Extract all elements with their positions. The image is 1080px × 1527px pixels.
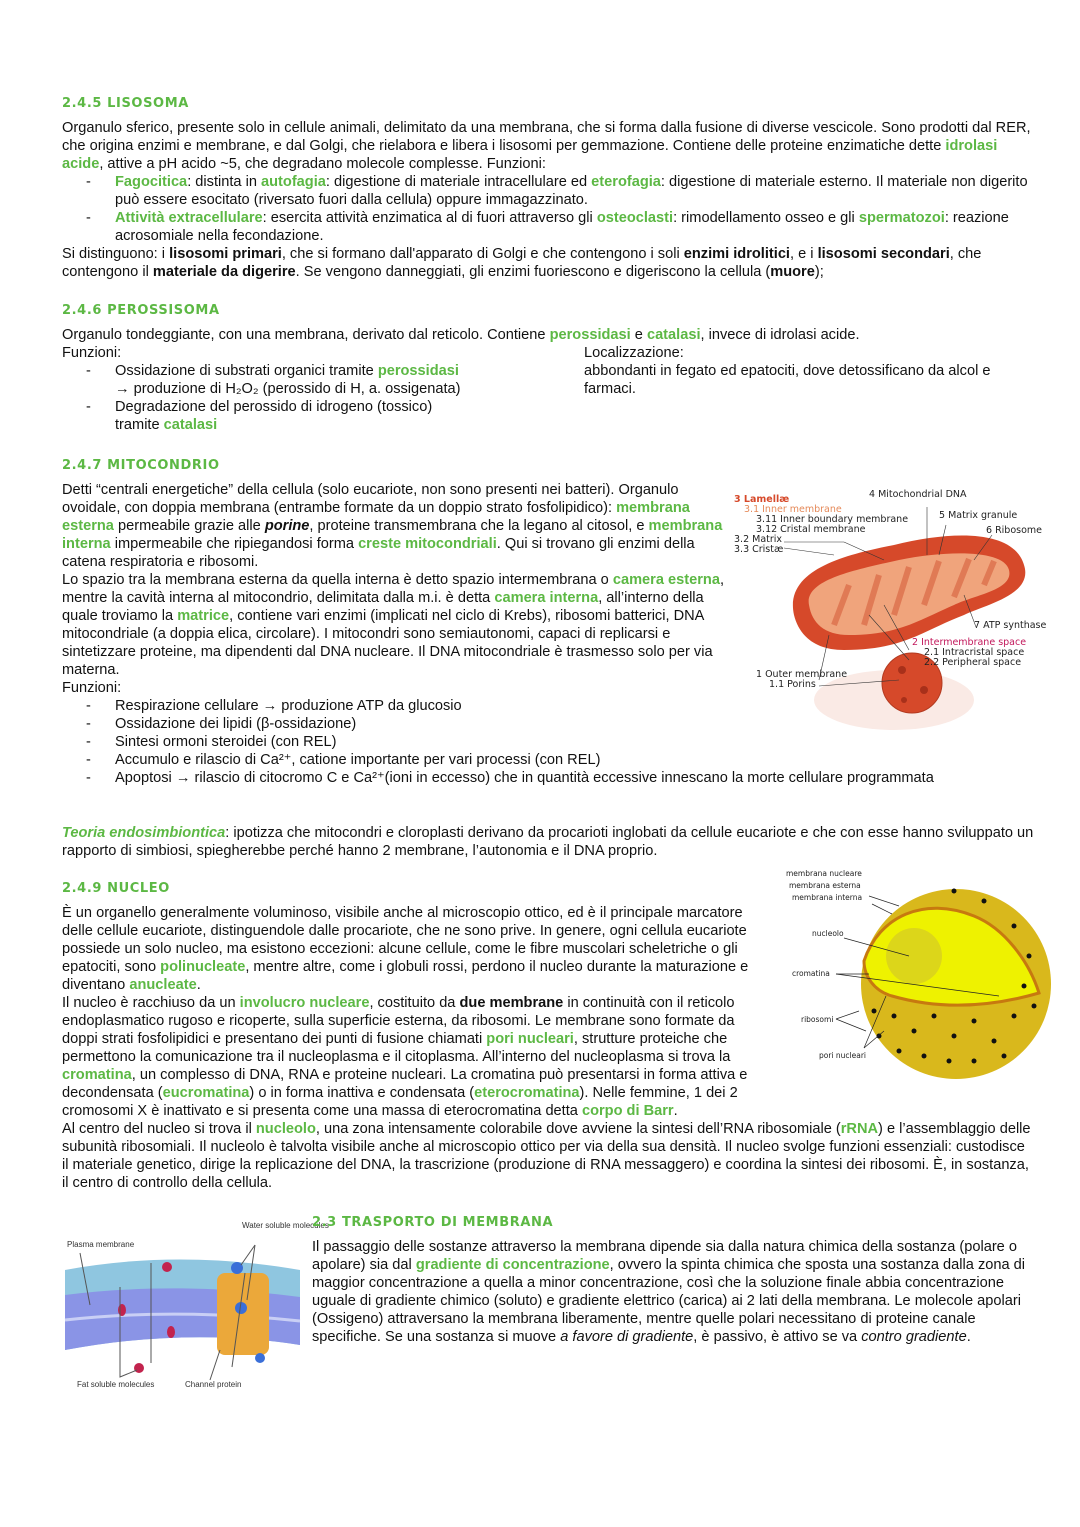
ribosome-dot (1027, 954, 1032, 959)
highlighted-term: a favore di gradiente (560, 1329, 694, 1345)
ribosome-dot (952, 1034, 957, 1039)
section-title: 2.4.7 MITOCONDRIO (62, 458, 220, 473)
text-span: Detti “centrali energetiche” della cellula (solo eucariote, non sono presenti nei batteri). Organulo ovoidale, con doppia membrana (entrambe formate da un doppio strato fosfolipidico): (62, 482, 679, 516)
text-span: . Al centro del nucleo si trova il (62, 1103, 678, 1137)
text-span: in continuità con il reticolo endoplasmatico rugoso e ricoperte, sulla superficie esterna, da ribosomi. Le membrane sono formate da doppi strati fosfolipidici e presentano dei punti di fusione chiamati (62, 995, 735, 1047)
teoria-endosimbiontica (62, 824, 1034, 860)
text-span: , che contengono il (62, 246, 982, 280)
highlighted-term: perossidasi (549, 327, 631, 343)
text-span: . Qui si trovano gli enzimi della catena respiratoria e ribosomi. Lo spazio tra la membrana esterna da quella interna è detto spazio intermembrana o (62, 536, 695, 588)
highlighted-term: spermatozoi (858, 210, 945, 226)
section-title: 2.3 TRASPORTO DI MEMBRANA (312, 1215, 554, 1230)
text-span: , contiene vari enzimi (implicati nel ciclo di Krebs), ribosomi batterici, DNA mitocondriale (a doppia elica, circolare). I mitocondri sono semiautonomi, capaci di replicarsi e sintetizzare proteine, ma dipendenti dal DNA nucleare. Il DNA mitocondriale è trasmesso solo per via materna. Funzioni: (62, 608, 713, 696)
text-span: Apoptosi → rilascio di citocromo C e Ca²⁺(ioni in eccesso) che in quantità eccessive innescano la morte cellulare programmata (115, 770, 934, 786)
highlighted-term: eterocromatina (474, 1085, 580, 1101)
function-list (62, 362, 584, 434)
highlighted-term: porine (264, 518, 310, 534)
text-span: . (966, 1329, 971, 1345)
label-intracristal: 2.1 Intracristal space (924, 647, 1025, 658)
highlighted-term: due membrane (459, 995, 564, 1011)
highlighted-term: camera esterna (612, 572, 720, 588)
section-title: 2.4.5 LISOSOMA (62, 96, 189, 111)
text-span: , ovvero la spinta chimica che sposta una sostanza dalla zona di maggior concentrazione a quella a minor concentrazione, così che la soluzione finale abbia concentrazione uguale di gradiente chimico (soluto) e gradiente elettrico (carica) ai 2 lati della membrana. Le molecole apolari (Ossigeno) attraversano la membrana liberamente, mentre quelle polari necessitano di proteine canale specifiche. Se una sostanza si muove (312, 1257, 1026, 1345)
list-item (62, 362, 584, 398)
highlighted-term: polinucleate (160, 959, 246, 975)
text-span: Si distinguono: i (62, 246, 170, 262)
location-label: Localizzazione: (584, 345, 684, 361)
ribosome-dot (912, 1029, 917, 1034)
highlighted-term: corpo di Barr (581, 1103, 674, 1119)
highlighted-term: membrana interna (62, 518, 723, 552)
section-perossisoma (62, 302, 1034, 434)
text-span: Respirazione cellulare → produzione ATP da glucosio (115, 698, 462, 714)
label-channel-protein: Channel protein (185, 1380, 242, 1389)
ribosome-dot (952, 889, 957, 894)
label-water-soluble: Water soluble molecules (242, 1221, 329, 1230)
ribosome-dot (1012, 1014, 1017, 1019)
text-span: impermeabile che ripiegandosi forma (110, 536, 359, 552)
text-span: , una zona intensamente colorabile dove avviene la sintesi dell’RNA ribosomiale ( (315, 1121, 841, 1137)
ribosome-dot (992, 1039, 997, 1044)
highlighted-term: catalasi (163, 417, 218, 433)
list-item (62, 769, 1034, 787)
list-item (62, 751, 1034, 769)
text-span: Sintesi ormoni steroidei (con REL) (115, 734, 337, 750)
text-span: : distinta in (187, 174, 262, 190)
highlighted-term: involucro nucleare (239, 995, 370, 1011)
ribosome-dot (1022, 984, 1027, 989)
highlighted-term: creste mitocondriali (358, 536, 497, 552)
label-membrana-interna: membrana interna (792, 893, 863, 902)
text-span: , è passivo, è attivo se va (693, 1329, 862, 1345)
label-matrix: 3.2 Matrix (734, 534, 783, 545)
label-plasma-membrane: Plasma membrane (67, 1240, 135, 1249)
text-span: , mentre la cavità interna al mitocondrio, delimitata dalla m.i. è detta (62, 572, 725, 606)
text-span: : digestione di materiale intracellulare ed (325, 174, 592, 190)
list-item (62, 398, 584, 434)
text-span: Il passaggio delle sostanze attraverso la membrana dipende sia dalla natura chimica della sostanza (polare o apolare) sia dal (312, 1239, 1017, 1273)
text-span: permeabile grazie alle (113, 518, 265, 534)
text-span: → produzione di H₂O₂ (perossido di H, a. ossigenata) (115, 381, 461, 397)
highlighted-term: anucleate (129, 977, 197, 993)
section-mitocondrio (62, 457, 1047, 787)
highlighted-term: contro gradiente (861, 1329, 967, 1345)
list-item (62, 173, 1034, 209)
list-item (62, 733, 1034, 751)
function-list (62, 697, 1034, 787)
ribosome-dot (972, 1019, 977, 1024)
text-span: Degradazione del perossido di idrogeno (tossico) tramite (115, 399, 433, 433)
text-span: , invece di idrolasi acide. (700, 327, 860, 343)
membrane-transport-diagram (45, 1215, 329, 1395)
ribosome-dot (897, 1049, 902, 1054)
text-span: . Il nucleo è racchiuso da un (62, 977, 236, 1011)
text-span: Organulo tondeggiante, con una membrana, derivato dal reticolo. Contiene (62, 327, 550, 343)
text-span: e (630, 327, 647, 343)
list-item (62, 715, 1034, 733)
ribosome-dot (932, 1014, 937, 1019)
text-span: , mentre altre, come i globuli rossi, perdono il nucleo durante la maturazione e diventano (62, 959, 749, 993)
highlighted-term: gradiente di concentrazione (415, 1257, 610, 1273)
label-porins: 1.1 Porins (769, 679, 816, 690)
highlighted-term: pori nucleari (486, 1031, 574, 1047)
function-list (62, 173, 1034, 245)
highlighted-term: membrana esterna (62, 500, 690, 534)
list-item (62, 209, 1034, 245)
text-span: ) e l’assemblaggio delle subunità ribosomiali. Il nucleolo è talvolta visibile anche al microscopio ottico per via della sua densità. Il nucleo svolge funzioni essenziali: custodisce il materiale genetico, dirige la replicazione del DNA, la trascrizione (produzione di RNA messaggero) e coordina la sintesi dei ribosomi. È, in sostanza, il centro di controllo della cellula. (62, 1121, 1031, 1191)
label-cromatina: cromatina (792, 969, 830, 978)
label-ribosomi: ribosomi (801, 1015, 834, 1024)
ribosome-dot (877, 1034, 882, 1039)
highlighted-term: autofagia (261, 174, 326, 190)
highlighted-term: catalasi (646, 327, 701, 343)
label-inner-boundary: 3.11 Inner boundary membrane (756, 514, 909, 525)
label-fat-soluble: Fat soluble molecules (77, 1380, 155, 1389)
text-span: ); (814, 264, 824, 280)
list-item (62, 697, 1034, 715)
text-span: : digestione di materiale esterno. Il materiale non digerito può essere esocitato (riversato fuori dalla cellula) oppure immagazzinato. (115, 174, 1028, 208)
ribosome-dot (947, 1059, 952, 1064)
text-span: Ossidazione dei lipidi (β-ossidazione) (115, 716, 357, 732)
ribosome-dot (892, 1014, 897, 1019)
section-trasporto (312, 1214, 1034, 1346)
paragraph (62, 119, 1034, 173)
text-span: Ossidazione di substrati organici tramite (115, 363, 378, 379)
location-text: abbondanti in fegato ed epatociti, dove detossificano da alcol e farmaci. (584, 363, 991, 397)
text-span: , proteine transmembrana che la legano al citosol, e (309, 518, 649, 534)
text-span: , strutture proteiche che permettono la comunicazione tra il nucleoplasma e il citoplasma. All’interno del nucleoplasma si trova la (62, 1031, 731, 1065)
highlighted-term: idrolasi acide (62, 138, 998, 172)
highlighted-term: nucleolo (255, 1121, 316, 1137)
ribosome-dot (1012, 924, 1017, 929)
label-membrana-nucleare: membrana nucleare (786, 869, 862, 878)
functions-label: Funzioni: (62, 345, 122, 361)
label-inner-membrane: 3.1 Inner membrane (744, 504, 842, 515)
highlighted-term: eucromatina (162, 1085, 250, 1101)
label-outer-membrane: 1 Outer membrane (756, 669, 848, 680)
highlighted-term: camera interna (494, 590, 599, 606)
ribosome-dot (982, 899, 987, 904)
text-span: , un complesso di DNA, RNA e proteine nucleari. La cromatina può presentarsi in forma attiva e decondensata ( (62, 1067, 748, 1101)
section-lisosoma (62, 95, 1034, 281)
ribosome-dot (972, 1059, 977, 1064)
highlighted-term: Fagocitica (115, 174, 188, 190)
paragraph (312, 1238, 1034, 1346)
text-span: ) o in forma inattiva e condensata ( (249, 1085, 475, 1101)
text-span: Organulo sferico, presente solo in cellule animali, delimitato da una membrana, che si forma dalla fusione di diverse vescicole. Sono prodotti dal RER, che origina enzimi e membrane, e dal Golgi, che rielabora e libera i lisosomi per gemmazione. Contiene delle proteine enzimatiche dette (62, 120, 1031, 154)
label-cristal-membrane: 3.12 Cristal membrane (756, 524, 866, 535)
label-intermembrane: 2 Intermembrane space (912, 637, 1027, 648)
label-lamellae: 3 Lamellæ (734, 494, 790, 505)
paragraph (62, 326, 1034, 344)
ribosome-dot (1032, 1004, 1037, 1009)
label-ribosome: 6 Ribosome (986, 525, 1043, 536)
text-span: : reazione acrosomiale nella fecondazione. (115, 210, 1009, 244)
text-span: , e i (790, 246, 818, 262)
paragraph (62, 245, 1034, 281)
label-pori-nucleari: pori nucleari (819, 1051, 866, 1060)
ribosome-dot (922, 1054, 927, 1059)
label-peripheral: 2.2 Peripheral space (924, 657, 1022, 668)
highlighted-term: eterofagia (591, 174, 661, 190)
label-matrix-granule: 5 Matrix granule (939, 510, 1018, 521)
text-span: , che si formano dall'apparato di Golgi e che contengono i soli (281, 246, 684, 262)
highlighted-term: enzimi idrolitici (683, 246, 790, 262)
highlighted-term: Attività extracellulare (115, 210, 263, 226)
label-cristae: 3.3 Cristæ (734, 544, 784, 555)
highlighted-term: Teoria endosimbiontica (62, 825, 226, 841)
section-nucleo (62, 869, 1034, 1192)
text-span: È un organello generalmente voluminoso, visibile anche al microscopio ottico, ed è il principale marcatore delle cellule eucariote, distinguendole dalle procariote, che ne sono prive. In genere, ogni cellula eucariote possiede un solo nucleo, ma esistono eccezioni: alcune cellule, come le fibre muscolari scheletriche o gli epatociti, sono (62, 905, 747, 975)
highlighted-term: perossidasi (377, 363, 459, 379)
highlighted-term: cromatina (62, 1067, 132, 1083)
text-span: Accumulo e rilascio di Ca²⁺, catione importante per vari processi (con REL) (115, 752, 601, 768)
label-membrana-esterna: membrana esterna (789, 881, 861, 890)
label-nucleolo: nucleolo (812, 929, 844, 938)
label-atp-synthase: 7 ATP synthase (974, 620, 1047, 631)
text-span: . Se vengono danneggiati, gli enzimi fuoriescono e digeriscono la cellula ( (295, 264, 771, 280)
ribosome-dot (1002, 1054, 1007, 1059)
highlighted-term: muore (770, 264, 815, 280)
label-mitochondrial-dna: 4 Mitochondrial DNA (869, 489, 967, 500)
text-span: : rimodellamento osseo e gli (673, 210, 859, 226)
text-span: , all’interno della quale troviamo la (62, 590, 704, 624)
highlighted-term: rRNA (840, 1121, 879, 1137)
highlighted-term: osteoclasti (596, 210, 674, 226)
text-span: : esercita attività enzimatica al di fuori attraverso gli (262, 210, 597, 226)
text-span: ). Nelle femmine, 1 dei 2 cromosomi X è inattivato e si presenta come una massa di eterocromatina detta (62, 1085, 738, 1119)
ribosome-dot (872, 1009, 877, 1014)
section-title: 2.4.9 NUCLEO (62, 881, 170, 896)
highlighted-term: lisosomi primari (169, 246, 282, 262)
nucleus-diagram (774, 866, 1064, 1086)
highlighted-term: materiale da digerire (152, 264, 296, 280)
highlighted-term: matrice (177, 608, 230, 624)
highlighted-term: lisosomi secondari (817, 246, 950, 262)
text-span: , attive a pH acido ~5, che degradano molecole complesse. Funzioni: (99, 156, 546, 172)
text-span: : ipotizza che mitocondri e cloroplasti derivano da procarioti inglobati da cellule eucariote e che con esse hanno sviluppato un rapporto di simbiosi, spiegherebbe perché hanno 2 membrane, l’autonomia e il DNA proprio. (62, 825, 1034, 859)
text-span: , costituito da (369, 995, 460, 1011)
section-title: 2.4.6 PEROSSISOMA (62, 303, 220, 318)
